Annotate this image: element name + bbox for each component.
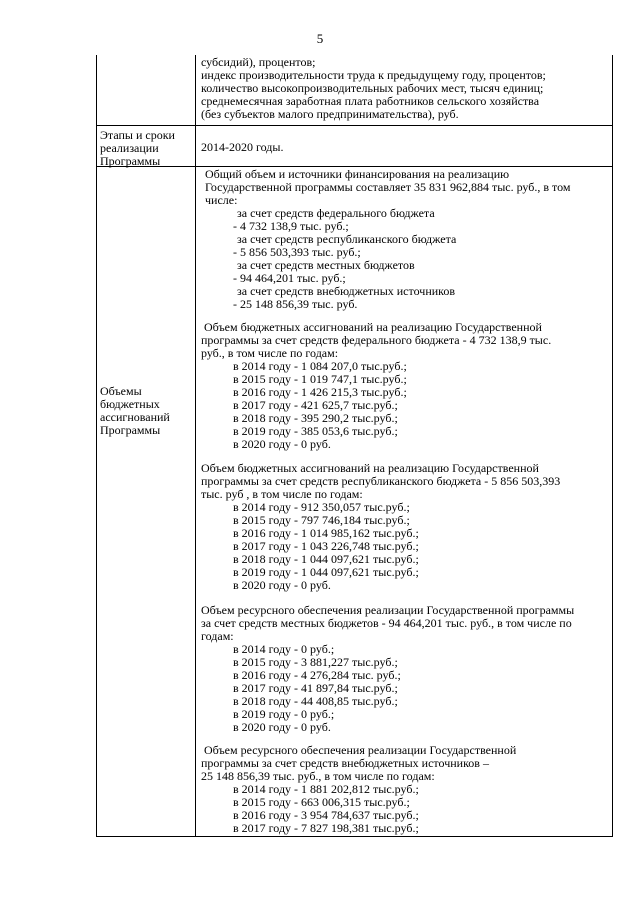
text-line: тыс. руб , в том числе по годам: <box>201 487 363 501</box>
text-line: программы за счет средств республиканского бюджета - 5 856 503,393 <box>201 474 561 488</box>
year-line: в 2018 году - 44 408,85 тыс.руб.; <box>233 694 398 708</box>
row-divider <box>96 125 613 126</box>
text-line: Объем ресурсного обеспечения реализации Государственной программы <box>201 603 575 617</box>
year-line: в 2014 году - 1 881 202,812 тыс.руб.; <box>233 782 419 796</box>
text-line: 25 148 856,39 тыс. руб., в том числе по годам: <box>201 769 435 783</box>
stages-value: 2014-2020 годы. <box>201 140 284 154</box>
text-line: Государственной программы составляет 35 831 962,884 тыс. руб., в том <box>205 180 571 194</box>
year-line: в 2015 году - 1 019 747,1 тыс.руб.; <box>233 372 407 386</box>
year-line: в 2014 году - 0 руб.; <box>233 642 335 656</box>
text-line: Общий объем и источники финансирования на реализацию <box>205 167 510 181</box>
year-line: в 2018 году - 395 290,2 тыс.руб.; <box>233 411 398 425</box>
year-line: в 2015 году - 663 006,315 тыс.руб.; <box>233 795 410 809</box>
source-amount: - 25 148 856,39 тыс. руб. <box>233 297 358 311</box>
text-line: руб., в том числе по годам: <box>201 346 339 360</box>
label-line: Программы <box>100 423 161 437</box>
year-line: в 2019 году - 0 руб.; <box>233 707 335 721</box>
extra-years <box>233 783 419 835</box>
year-line: в 2016 году - 1 014 985,162 тыс.руб.; <box>233 526 419 540</box>
program-passport-table <box>96 55 613 837</box>
text-line: среднемесячная заработная плата работников сельского хозяйства <box>201 94 540 108</box>
federal-heading <box>201 321 551 360</box>
source-line: за счет средств внебюджетных источников <box>237 284 456 298</box>
year-line: в 2015 году - 797 746,184 тыс.руб.; <box>233 513 410 527</box>
year-line: в 2020 году - 0 руб. <box>233 578 331 592</box>
text-line: количество высокопроизводительных рабочих мест, тысяч единиц; <box>201 81 544 95</box>
local-heading <box>201 604 574 643</box>
text-line: годам: <box>201 629 234 643</box>
text-line: программы за счет средств федерального бюджета - 4 732 138,9 тыс. <box>201 333 552 347</box>
republic-years <box>233 501 419 592</box>
source-amount: - 94 464,201 тыс. руб.; <box>233 271 346 285</box>
source-line: за счет средств федерального бюджета <box>237 206 435 220</box>
year-line: в 2016 году - 1 426 215,3 тыс.руб.; <box>233 385 407 399</box>
indicators-text <box>201 56 546 121</box>
year-line: в 2014 году - 912 350,057 тыс.руб.; <box>233 500 410 514</box>
text-line: программы за счет средств внебюджетных источников – <box>201 756 489 770</box>
text-line: Объем бюджетных ассигнований на реализацию Государственной <box>204 320 542 334</box>
table-border-bottom <box>96 836 613 837</box>
text-line: субсидий), процентов; <box>201 55 316 69</box>
funding-sources <box>233 207 456 311</box>
year-line: в 2014 году - 1 084 207,0 тыс.руб.; <box>233 359 407 373</box>
year-line: в 2019 году - 1 044 097,621 тыс.руб.; <box>233 565 419 579</box>
year-line: в 2017 году - 7 827 198,381 тыс.руб.; <box>233 821 419 835</box>
label-line: Объемы <box>100 384 142 398</box>
text-line: (без субъектов малого предпринимательства), руб. <box>201 107 459 121</box>
year-line: в 2018 году - 1 044 097,621 тыс.руб.; <box>233 552 419 566</box>
stages-label <box>100 129 175 168</box>
text-line: индекс производительности труда к предыдущему году, процентов; <box>201 68 546 82</box>
text-line: Объем бюджетных ассигнований на реализацию Государственной <box>201 461 539 475</box>
year-line: в 2020 году - 0 руб. <box>233 437 331 451</box>
source-amount: - 4 732 138,9 тыс. руб.; <box>233 219 349 233</box>
extra-heading <box>201 744 516 783</box>
year-line: в 2016 году - 3 954 784,637 тыс.руб.; <box>233 808 419 822</box>
source-amount: - 5 856 503,393 тыс. руб.; <box>233 245 361 259</box>
text-line: Объем ресурсного обеспечения реализации Государственной <box>204 743 517 757</box>
table-border-left <box>96 55 97 837</box>
source-line: за счет средств местных бюджетов <box>237 258 415 272</box>
source-line: за счет средств республиканского бюджета <box>237 232 457 246</box>
republic-heading <box>201 462 560 501</box>
label-line: ассигнований <box>100 410 170 424</box>
text-line: за счет средств местных бюджетов - 94 464,201 тыс. руб., в том числе по <box>201 616 572 630</box>
page-number: 5 <box>316 31 324 46</box>
label-line: Программы <box>100 154 161 168</box>
funding-label <box>100 385 170 437</box>
federal-years <box>233 360 407 451</box>
year-line: в 2015 году - 3 881,227 тыс.руб.; <box>233 655 398 669</box>
year-line: в 2017 году - 1 043 226,748 тыс.руб.; <box>233 539 419 553</box>
label-line: Этапы и сроки <box>100 128 175 142</box>
funding-total <box>201 168 571 207</box>
year-line: в 2016 году - 4 276,284 тыс. руб.; <box>233 668 401 682</box>
local-years <box>233 643 401 734</box>
label-line: реализации <box>100 141 159 155</box>
label-line: бюджетных <box>100 397 160 411</box>
year-line: в 2020 году - 0 руб. <box>233 720 331 734</box>
table-border-right <box>612 55 613 837</box>
year-line: в 2017 году - 421 625,7 тыс.руб.; <box>233 398 398 412</box>
text-line: числе: <box>205 193 238 207</box>
year-line: в 2017 году - 41 897,84 тыс.руб.; <box>233 681 398 695</box>
table-column-divider <box>195 55 196 837</box>
year-line: в 2019 году - 385 053,6 тыс.руб.; <box>233 424 398 438</box>
